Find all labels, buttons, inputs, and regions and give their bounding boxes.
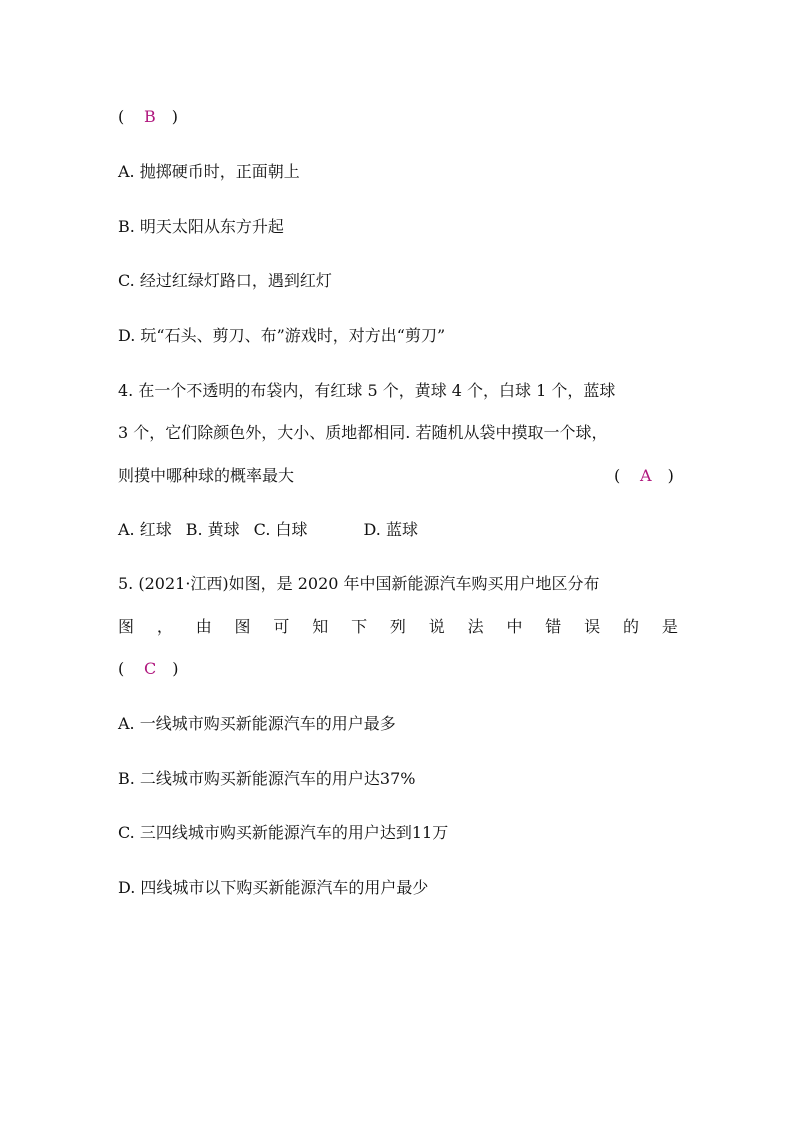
q4-option-c: C. 白球	[253, 520, 308, 539]
q5-option-a: A. 一线城市购买新能源汽车的用户最多	[118, 714, 396, 733]
q5-char: 误	[584, 617, 601, 636]
q5-char: 图	[118, 617, 135, 636]
q5-option-c: C. 三四线城市购买新能源汽车的用户达到11万	[118, 823, 449, 842]
q4-option-b: B. 黄球	[185, 520, 240, 539]
q5-char: 可	[273, 617, 290, 636]
q5-option-d: D. 四线城市以下购买新能源汽车的用户最少	[118, 878, 429, 897]
bracket-open: (	[118, 659, 125, 678]
q4-stem-line1: 4. 在一个不透明的布袋内，有红球 5 个，黄球 4 个，白球 1 个，蓝球	[118, 381, 616, 400]
bracket-close: )	[172, 659, 179, 678]
q3-option-b: B. 明天太阳从东方升起	[118, 217, 284, 236]
q5-char: 说	[428, 617, 445, 636]
q5-char: 知	[312, 617, 329, 636]
q5-option-b: B. 二线城市购买新能源汽车的用户达37%	[118, 769, 416, 788]
q5-stem-line2	[118, 612, 678, 642]
q4-stem-line3: 则摸中哪种球的概率最大	[118, 466, 295, 485]
q4-answer: A	[640, 466, 652, 485]
bracket-open: (	[614, 466, 621, 485]
q4-stem-line2: 3 个，它们除颜色外，大小、质地都相同. 若随机从袋中摸取一个球，	[118, 423, 608, 442]
q3-option-c: C. 经过红绿灯路口，遇到红灯	[118, 271, 332, 290]
q5-char: 错	[545, 617, 562, 636]
q5-answer: C	[144, 659, 157, 678]
q5-char: 中	[506, 617, 523, 636]
q3-option-a: A. 抛掷硬币时，正面朝上	[118, 162, 300, 181]
q3-answer-line	[118, 102, 178, 132]
bracket-open: (	[118, 107, 125, 126]
q5-char: 的	[622, 617, 639, 636]
q4-options	[118, 515, 418, 545]
q5-stem-line1: 5. (2021·江西)如图，是 2020 年中国新能源汽车购买用户地区分布	[118, 574, 600, 593]
q5-char: 图	[234, 617, 251, 636]
q5-char: 是	[661, 617, 678, 636]
q5-char: 列	[389, 617, 406, 636]
q5-char: 由	[195, 617, 212, 636]
q5-answer-line	[118, 654, 179, 684]
q4-option-a: A. 红球	[118, 520, 172, 539]
bracket-close: )	[667, 466, 674, 485]
q5-char: ，	[156, 617, 173, 636]
q5-char: 下	[351, 617, 368, 636]
q5-char: 法	[467, 617, 484, 636]
bracket-close: )	[171, 107, 179, 126]
q3-option-d: D. 玩“石头、剪刀、布”游戏时，对方出“剪刀”	[118, 326, 446, 345]
q4-option-d: D. 蓝球	[363, 520, 418, 539]
q3-answer: B	[144, 107, 156, 126]
q4-answer-bracket	[614, 461, 674, 491]
